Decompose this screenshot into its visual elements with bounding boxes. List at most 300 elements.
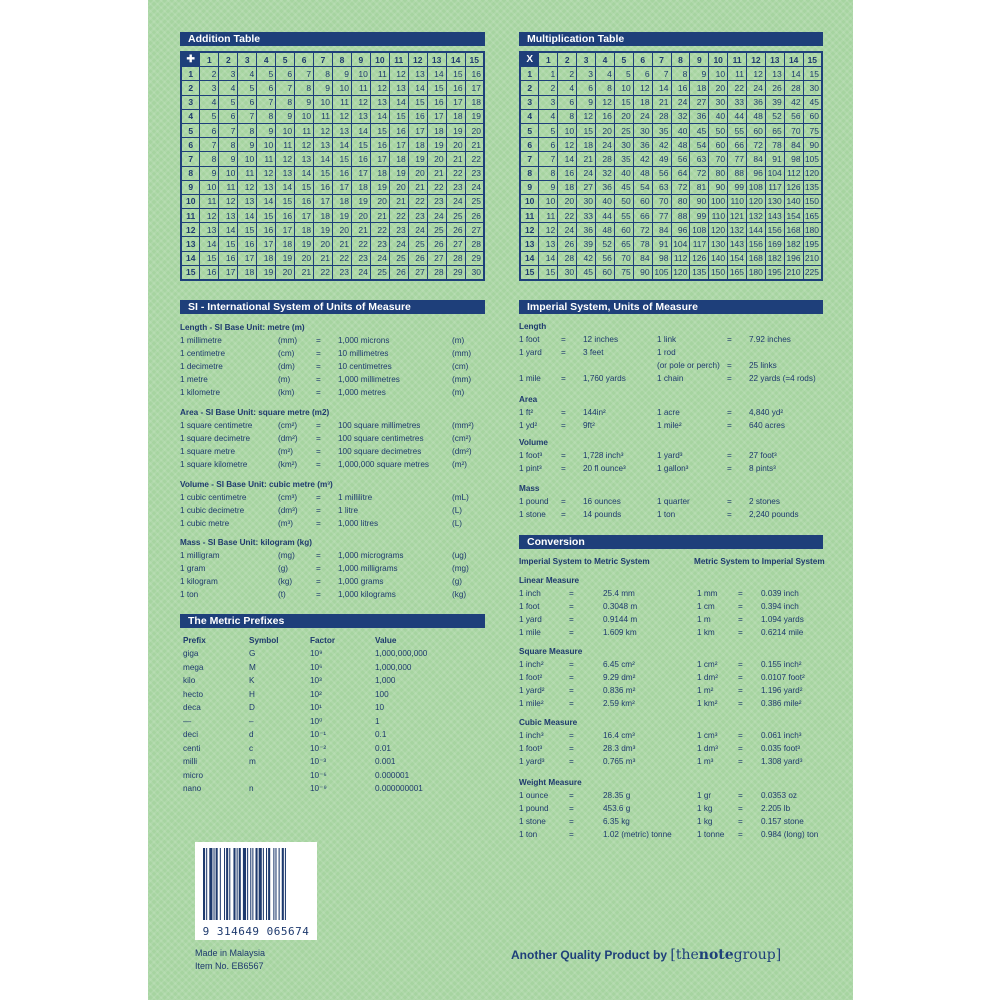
si-area-cell: (m²) xyxy=(452,460,467,469)
addition-cell: 18 xyxy=(238,265,257,280)
imperial-mass-cell: 1 quarter xyxy=(657,497,690,506)
si-area-cell: (dm²) xyxy=(278,434,298,443)
multiplication-cell: 130 xyxy=(709,237,728,251)
si-length-cell: 1 centimetre xyxy=(180,349,226,358)
addition-cell: 23 xyxy=(427,194,446,208)
barcode-bar xyxy=(263,848,264,920)
addition-row-header: 2 xyxy=(181,81,200,95)
si-length-cell: (km) xyxy=(278,388,295,397)
conversion-cell: 1 mile xyxy=(519,628,541,637)
multiplication-cell: 168 xyxy=(747,251,766,265)
imperial-volume-cell: = xyxy=(561,451,566,460)
si-mass-cell: (kg) xyxy=(278,577,293,586)
conversion-cell: = xyxy=(569,686,574,695)
conversion-cell: = xyxy=(569,602,574,611)
prefix-cell: 10⁻¹ xyxy=(310,730,327,739)
si-area-cell: (dm²) xyxy=(452,447,472,456)
si-area-cell: 1 square metre xyxy=(180,447,236,456)
addition-cell: 27 xyxy=(465,223,484,237)
multiplication-cell: 78 xyxy=(633,237,652,251)
addition-cell: 12 xyxy=(238,180,257,194)
multiplication-cell: 18 xyxy=(558,180,577,194)
multiplication-col-header: 10 xyxy=(709,52,728,67)
addition-cell: 26 xyxy=(389,265,408,280)
addition-cell: 20 xyxy=(295,251,314,265)
addition-cell: 18 xyxy=(314,209,333,223)
conversion-cell: 1 pound xyxy=(519,804,549,813)
multiplication-row-header: 9 xyxy=(520,180,539,194)
addition-cell: 4 xyxy=(238,67,257,81)
addition-cell: 12 xyxy=(257,166,276,180)
addition-cell: 12 xyxy=(389,67,408,81)
prefix-cell: 10¹ xyxy=(310,703,322,712)
addition-cell: 2 xyxy=(200,67,219,81)
multiplication-cell: 40 xyxy=(709,109,728,123)
prefix-cell: milli xyxy=(183,757,198,766)
addition-cell: 18 xyxy=(389,152,408,166)
addition-cell: 10 xyxy=(238,152,257,166)
addition-cell: 12 xyxy=(333,109,352,123)
addition-row-header: 15 xyxy=(181,265,200,280)
addition-row-header: 14 xyxy=(181,251,200,265)
addition-col-header: 1 xyxy=(200,52,219,67)
multiplication-cell: 30 xyxy=(558,265,577,280)
addition-row xyxy=(181,67,484,81)
multiplication-cell: 39 xyxy=(577,237,596,251)
multiplication-cell: 169 xyxy=(765,237,784,251)
multiplication-cell: 135 xyxy=(803,180,822,194)
multiplication-cell: 54 xyxy=(633,180,652,194)
multiplication-cell: 45 xyxy=(803,95,822,109)
addition-cell: 16 xyxy=(238,237,257,251)
addition-col-header: 4 xyxy=(257,52,276,67)
addition-cell: 21 xyxy=(370,209,389,223)
conversion-cell: = xyxy=(738,817,743,826)
multiplication-cell: 10 xyxy=(709,67,728,81)
multiplication-cell: 195 xyxy=(765,265,784,280)
addition-cell: 22 xyxy=(333,251,352,265)
multiplication-cell: 144 xyxy=(747,223,766,237)
conversion-cell: 1 foot² xyxy=(519,673,543,682)
si-mass-cell: (mg) xyxy=(452,564,469,573)
prefix-cell: c xyxy=(249,743,254,753)
addition-cell: 20 xyxy=(351,209,370,223)
multiplication-cell: 135 xyxy=(690,265,709,280)
addition-cell: 18 xyxy=(465,95,484,109)
multiplication-row xyxy=(520,109,822,123)
addition-cell: 14 xyxy=(257,194,276,208)
multiplication-cell: 24 xyxy=(558,223,577,237)
addition-cell: 19 xyxy=(446,123,465,137)
si-mass-cell: 1 kilogram xyxy=(180,577,218,586)
si-mass-heading: Mass - SI Base Unit: kilogram (kg) xyxy=(180,538,312,547)
multiplication-cell: 90 xyxy=(709,180,728,194)
addition-cell: 14 xyxy=(314,152,333,166)
addition-cell: 14 xyxy=(351,123,370,137)
multiplication-cell: 12 xyxy=(633,81,652,95)
multiplication-col-header: 9 xyxy=(690,52,709,67)
multiplication-cell: 60 xyxy=(747,123,766,137)
multiplication-cell: 196 xyxy=(784,251,803,265)
barcode-number: 9 314649 065674 xyxy=(202,925,310,938)
si-volume-cell: 1 millilitre xyxy=(338,493,373,502)
addition-cell: 15 xyxy=(333,152,352,166)
addition-cell: 8 xyxy=(200,152,219,166)
addition-cell: 13 xyxy=(295,152,314,166)
prefix-cell: centi xyxy=(183,743,201,753)
multiplication-cell: 150 xyxy=(709,265,728,280)
addition-cell: 6 xyxy=(238,95,257,109)
conversion-cell: = xyxy=(738,673,743,682)
si-length-cell: 10 millimetres xyxy=(338,349,389,358)
multiplication-cell: 28 xyxy=(596,152,615,166)
addition-cell: 28 xyxy=(465,237,484,251)
multiplication-col-header: 6 xyxy=(633,52,652,67)
multiplication-cell: 24 xyxy=(747,81,766,95)
multiplication-row xyxy=(520,194,822,208)
multiplication-cell: 22 xyxy=(558,209,577,223)
imperial-mass-cell: 2,240 pounds xyxy=(749,510,799,519)
si-length-cell: = xyxy=(316,388,321,397)
multiplication-row-header: 14 xyxy=(520,251,539,265)
conversion-cell: = xyxy=(569,731,574,740)
imperial-mass-cell: = xyxy=(561,497,566,506)
addition-cell: 13 xyxy=(257,180,276,194)
si-length-cell: (mm) xyxy=(278,336,298,345)
multiplication-corner-icon: X xyxy=(520,52,539,67)
addition-row xyxy=(181,237,484,251)
multiplication-cell: 126 xyxy=(690,251,709,265)
multiplication-cell: 36 xyxy=(690,109,709,123)
conversion-cell: 6.45 cm² xyxy=(603,660,635,669)
multiplication-row-header: 6 xyxy=(520,138,539,152)
multiplication-cell: 15 xyxy=(539,265,558,280)
addition-cell: 25 xyxy=(465,194,484,208)
addition-cell: 29 xyxy=(465,251,484,265)
barcode-bar xyxy=(247,848,248,920)
addition-cell: 15 xyxy=(257,209,276,223)
multiplication-cell: 4 xyxy=(539,109,558,123)
addition-row-header: 8 xyxy=(181,166,200,180)
conversion-right-heading: Metric System to Imperial System xyxy=(694,557,825,566)
si-volume-cell: = xyxy=(316,506,321,515)
si-area-cell: = xyxy=(316,447,321,456)
multiplication-cell: 140 xyxy=(784,194,803,208)
barcode-bar xyxy=(259,848,262,920)
si-mass-cell: (mg) xyxy=(278,551,295,560)
multiplication-cell: 56 xyxy=(652,166,671,180)
conversion-cell: 1 kg xyxy=(697,804,713,813)
prefix-cell: H xyxy=(249,689,255,699)
conversion-cell: 0.039 inch xyxy=(761,589,799,598)
addition-cell: 24 xyxy=(427,209,446,223)
multiplication-cell: 24 xyxy=(671,95,690,109)
brand-logo xyxy=(670,947,781,963)
prefix-cell: 10 xyxy=(375,703,385,712)
addition-row-header: 11 xyxy=(181,209,200,223)
si-mass-cell: 1,000 grams xyxy=(338,577,384,586)
multiplication-cell: 5 xyxy=(614,67,633,81)
multiplication-cell: 50 xyxy=(709,123,728,137)
addition-cell: 18 xyxy=(276,237,295,251)
addition-row-header: 5 xyxy=(181,123,200,137)
multiplication-cell: 77 xyxy=(728,152,747,166)
multiplication-cell: 49 xyxy=(652,152,671,166)
barcode-bar xyxy=(239,848,241,920)
addition-cell: 14 xyxy=(219,223,238,237)
addition-cell: 9 xyxy=(257,123,276,137)
multiplication-cell: 22 xyxy=(728,81,747,95)
addition-col-header: 5 xyxy=(276,52,295,67)
multiplication-cell: 27 xyxy=(690,95,709,109)
multiplication-cell: 9 xyxy=(690,67,709,81)
conversion-cell: 1 dm² xyxy=(697,673,718,682)
addition-cell: 7 xyxy=(295,67,314,81)
multiplication-cell: 120 xyxy=(671,265,690,280)
conversion-section-heading: Linear Measure xyxy=(519,576,580,585)
multiplication-cell: 12 xyxy=(558,138,577,152)
multiplication-cell: 56 xyxy=(596,251,615,265)
si-mass-cell: (t) xyxy=(278,590,286,599)
imperial-volume-cell: = xyxy=(727,464,732,473)
imperial-length-cell: 1 chain xyxy=(657,374,684,383)
conversion-cell: = xyxy=(569,804,574,813)
multiplication-row xyxy=(520,123,822,137)
conversion-cell: 0.155 inch² xyxy=(761,660,802,669)
addition-cell: 17 xyxy=(276,223,295,237)
prefix-column-header: Value xyxy=(375,636,397,645)
addition-cell: 10 xyxy=(351,67,370,81)
conversion-cell: 1 inch xyxy=(519,589,541,598)
addition-cell: 7 xyxy=(219,123,238,137)
multiplication-cell: 96 xyxy=(747,166,766,180)
addition-cell: 6 xyxy=(219,109,238,123)
multiplication-cell: 91 xyxy=(652,237,671,251)
multiplication-cell: 42 xyxy=(633,152,652,166)
conversion-cell: 1 m² xyxy=(697,686,714,695)
multiplication-cell: 90 xyxy=(633,265,652,280)
addition-cell: 16 xyxy=(370,138,389,152)
imperial-volume-cell: 27 foot³ xyxy=(749,451,777,460)
brand-bracket-close: ] xyxy=(775,947,782,963)
conversion-cell: 1 m³ xyxy=(697,757,714,766)
addition-cell: 9 xyxy=(295,95,314,109)
multiplication-cell: 98 xyxy=(784,152,803,166)
multiplication-cell: 24 xyxy=(577,166,596,180)
multiplication-cell: 30 xyxy=(709,95,728,109)
multiplication-cell: 27 xyxy=(577,180,596,194)
addition-cell: 15 xyxy=(219,237,238,251)
imperial-area-cell: 144in² xyxy=(583,408,606,417)
conversion-cell: 9.29 dm² xyxy=(603,673,636,682)
addition-cell: 14 xyxy=(427,67,446,81)
imperial-mass-cell: 14 pounds xyxy=(583,510,622,519)
multiplication-cell: 210 xyxy=(803,251,822,265)
multiplication-cell: 84 xyxy=(633,251,652,265)
addition-cell: 9 xyxy=(276,109,295,123)
addition-cell: 25 xyxy=(370,265,389,280)
metric-prefixes-header: The Metric Prefixes xyxy=(180,614,485,628)
conversion-cell: 453.6 g xyxy=(603,804,631,813)
addition-cell: 24 xyxy=(446,194,465,208)
conversion-cell: 1 stone xyxy=(519,817,546,826)
addition-cell: 17 xyxy=(446,95,465,109)
imperial-volume-cell: 1 pint³ xyxy=(519,464,542,473)
imperial-volume-cell: 8 pints³ xyxy=(749,464,776,473)
brand-tagline: Another Quality Product by xyxy=(511,948,668,962)
addition-row-header: 4 xyxy=(181,109,200,123)
prefix-cell: — xyxy=(183,716,192,726)
addition-cell: 16 xyxy=(314,180,333,194)
multiplication-cell: 55 xyxy=(728,123,747,137)
addition-cell: 15 xyxy=(389,109,408,123)
si-mass-cell: 1 gram xyxy=(180,564,206,573)
multiplication-row-header: 12 xyxy=(520,223,539,237)
addition-cell: 19 xyxy=(351,194,370,208)
multiplication-cell: 150 xyxy=(803,194,822,208)
conversion-cell: 0.035 foot³ xyxy=(761,744,801,753)
imperial-volume-cell: 20 fl ounce³ xyxy=(583,464,626,473)
prefix-column-header: Prefix xyxy=(183,636,206,645)
imperial-length-cell: 1 rod xyxy=(657,348,676,357)
imperial-length-cell: 22 yards (=4 rods) xyxy=(749,374,816,383)
multiplication-row xyxy=(520,251,822,265)
si-area-cell: 100 square millimetres xyxy=(338,421,421,430)
multiplication-cell: 18 xyxy=(690,81,709,95)
conversion-cell: 1 cm xyxy=(697,602,715,611)
multiplication-row xyxy=(520,237,822,251)
barcode-bar xyxy=(275,848,276,920)
addition-cell: 11 xyxy=(333,95,352,109)
multiplication-cell: 25 xyxy=(614,123,633,137)
addition-row-header: 3 xyxy=(181,95,200,109)
conversion-cell: = xyxy=(569,673,574,682)
barcode-bar xyxy=(214,848,215,920)
imperial-mass-cell: 1 ton xyxy=(657,510,676,519)
si-length-cell: 1 decimetre xyxy=(180,362,223,371)
conversion-cell: 1 mm xyxy=(697,589,718,598)
multiplication-cell: 10 xyxy=(539,194,558,208)
conversion-cell: = xyxy=(738,757,743,766)
addition-cell: 30 xyxy=(465,265,484,280)
addition-row-header: 12 xyxy=(181,223,200,237)
conversion-cell: = xyxy=(569,660,574,669)
multiplication-cell: 156 xyxy=(747,237,766,251)
si-length-cell: 1 metre xyxy=(180,375,208,384)
multiplication-cell: 21 xyxy=(652,95,671,109)
si-mass-cell: = xyxy=(316,590,321,599)
multiplication-cell: 20 xyxy=(558,194,577,208)
si-mass-cell: 1 ton xyxy=(180,590,199,599)
multiplication-cell: 24 xyxy=(633,109,652,123)
addition-cell: 16 xyxy=(333,166,352,180)
multiplication-cell: 9 xyxy=(539,180,558,194)
multiplication-cell: 15 xyxy=(614,95,633,109)
multiplication-cell: 7 xyxy=(539,152,558,166)
multiplication-cell: 8 xyxy=(671,67,690,81)
multiplication-cell: 12 xyxy=(596,95,615,109)
barcode-bar xyxy=(224,848,225,920)
multiplication-cell: 60 xyxy=(633,194,652,208)
barcode-bar xyxy=(256,848,258,920)
addition-cell: 17 xyxy=(295,209,314,223)
addition-cell: 19 xyxy=(389,166,408,180)
multiplication-row-header: 5 xyxy=(520,123,539,137)
addition-cell: 11 xyxy=(276,138,295,152)
addition-cell: 22 xyxy=(351,237,370,251)
conversion-cell: 1 dm³ xyxy=(697,744,718,753)
multiplication-cell: 28 xyxy=(558,251,577,265)
brand-group: group xyxy=(733,947,776,963)
addition-cell: 15 xyxy=(238,223,257,237)
multiplication-cell: 90 xyxy=(690,194,709,208)
multiplication-row xyxy=(520,138,822,152)
conversion-cell: 28.3 dm³ xyxy=(603,744,636,753)
multiplication-cell: 77 xyxy=(652,209,671,223)
multiplication-cell: 6 xyxy=(539,138,558,152)
si-area-cell: (cm²) xyxy=(452,434,472,443)
addition-col-header: 14 xyxy=(446,52,465,67)
addition-cell: 14 xyxy=(333,138,352,152)
multiplication-row xyxy=(520,265,822,280)
multiplication-cell: 12 xyxy=(747,67,766,81)
si-mass-cell: 1,000 micrograms xyxy=(338,551,404,560)
conversion-cell: 1 kg xyxy=(697,817,713,826)
addition-cell: 15 xyxy=(351,138,370,152)
multiplication-cell: 88 xyxy=(728,166,747,180)
addition-cell: 22 xyxy=(370,223,389,237)
addition-cell: 21 xyxy=(314,251,333,265)
multiplication-cell: 5 xyxy=(539,123,558,137)
addition-row xyxy=(181,166,484,180)
addition-cell: 26 xyxy=(427,237,446,251)
conversion-cell: 1 yard² xyxy=(519,686,545,695)
prefix-cell: 0.1 xyxy=(375,730,387,739)
imperial-length-cell: 12 inches xyxy=(583,335,619,344)
multiplication-cell: 30 xyxy=(577,194,596,208)
addition-cell: 28 xyxy=(427,265,446,280)
addition-cell: 17 xyxy=(370,152,389,166)
barcode-bar xyxy=(252,848,253,920)
multiplication-cell: 15 xyxy=(577,123,596,137)
prefix-cell: 10⁻³ xyxy=(310,757,327,766)
addition-cell: 14 xyxy=(200,237,219,251)
barcode-bar xyxy=(209,848,212,920)
addition-table xyxy=(180,51,485,281)
multiplication-cell: 12 xyxy=(539,223,558,237)
si-length-cell: 1,000 microns xyxy=(338,336,390,345)
si-mass-cell: 1 milligram xyxy=(180,551,220,560)
prefix-cell: 10³ xyxy=(310,676,322,685)
prefix-cell: mega xyxy=(183,662,204,672)
barcode-bar xyxy=(216,848,218,920)
si-volume-heading: Volume - SI Base Unit: cubic metre (m³) xyxy=(180,480,333,489)
addition-row xyxy=(181,152,484,166)
addition-cell: 23 xyxy=(465,166,484,180)
multiplication-cell: 3 xyxy=(577,67,596,81)
addition-cell: 19 xyxy=(370,180,389,194)
barcode-bar xyxy=(268,848,270,920)
multiplication-cell: 165 xyxy=(803,209,822,223)
prefix-cell: 10⁻² xyxy=(310,743,327,753)
imperial-mass-heading: Mass xyxy=(519,484,540,493)
multiplication-cell: 28 xyxy=(784,81,803,95)
multiplication-cell: 70 xyxy=(784,123,803,137)
imperial-area-cell: 4,840 yd² xyxy=(749,408,784,417)
multiplication-row-header: 3 xyxy=(520,95,539,109)
conversion-cell: = xyxy=(738,615,743,624)
conversion-left-heading: Imperial System to Metric System xyxy=(519,557,650,566)
